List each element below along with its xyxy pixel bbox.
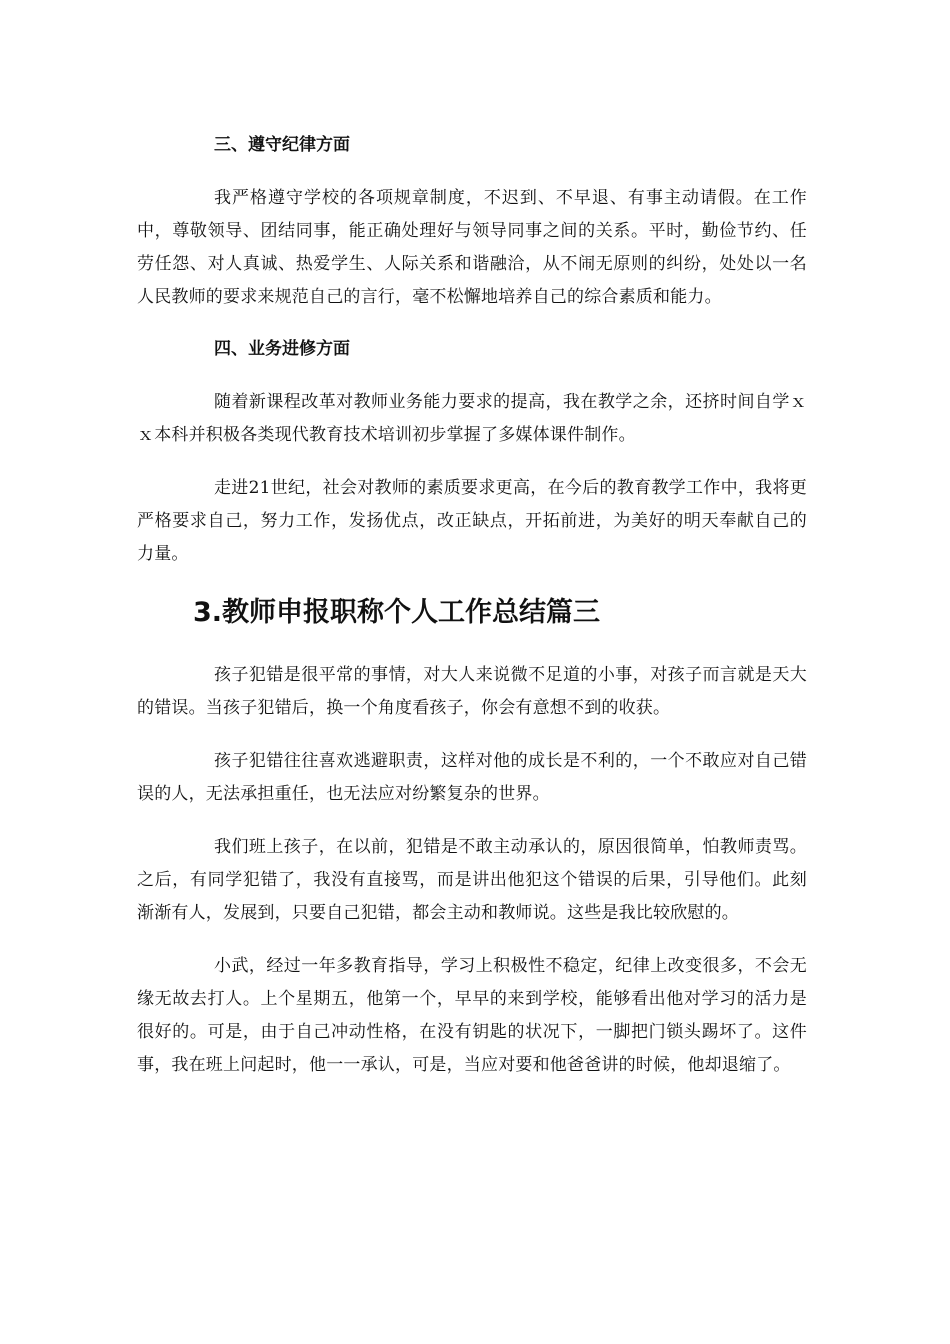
- section-heading-study: 四、业务进修方面: [214, 339, 350, 359]
- document-body: [137, 130, 807, 1102]
- paragraph-3: 我们班上孩子，在以前，犯错是不敢主动承认的，原因很简单，怕教师责骂。之后，有同学犯错了，我没有直接骂，而是讲出他犯这个错误的后果，引导他们。此刻渐渐有人，发展到，只要自己犯错，都会主动和教师说。这些是我比较欣慰的。: [137, 837, 807, 923]
- section-heading-discipline: 三、遵守纪律方面: [214, 135, 350, 155]
- paragraph-discipline: 我严格遵守学校的各项规章制度，不迟到、不早退、有事主动请假。在工作中，尊敬领导、团结同事，能正确处理好与领导同事之间的关系。平时，勤俭节约、任劳任怨、对人真诚、热爱学生、人际关系和谐融洽，从不闹无原则的纠纷，处处以一名人民教师的要求来规范自己的言行，毫不松懈地培养自己的综合素质和能力。: [137, 188, 807, 307]
- paragraph-1: 孩子犯错是很平常的事情，对大人来说微不足道的小事，对孩子而言就是天大的错误。当孩子犯错后，换一个角度看孩子，你会有意想不到的收获。: [137, 665, 807, 718]
- paragraph-study: 随着新课程改革对教师业务能力要求的提高，我在教学之余，还挤时间自学ｘｘ本科并积极各类现代教育技术培训初步掌握了多媒体课件制作。: [137, 392, 807, 445]
- paragraph-2: 孩子犯错往往喜欢逃避职责，这样对他的成长是不利的，一个不敢应对自己错误的人，无法承担重任，也无法应对纷繁复杂的世界。: [137, 751, 807, 804]
- article-title: 3.教师申报职称个人工作总结篇三: [193, 597, 601, 628]
- paragraph-future: 走进21世纪，社会对教师的素质要求更高，在今后的教育教学工作中，我将更严格要求自己，努力工作，发扬优点，改正缺点，开拓前进，为美好的明天奉献自己的力量。: [137, 478, 807, 564]
- paragraph-4: 小武，经过一年多教育指导，学习上积极性不稳定，纪律上改变很多，不会无缘无故去打人。上个星期五，他第一个，早早的来到学校，能够看出他对学习的活力是很好的。可是，由于自己冲动性格，在没有钥匙的状况下，一脚把门锁头踢坏了。这件事，我在班上问起时，他一一承认，可是，当应对要和他爸爸讲的时候，他却退缩了。: [137, 956, 807, 1075]
